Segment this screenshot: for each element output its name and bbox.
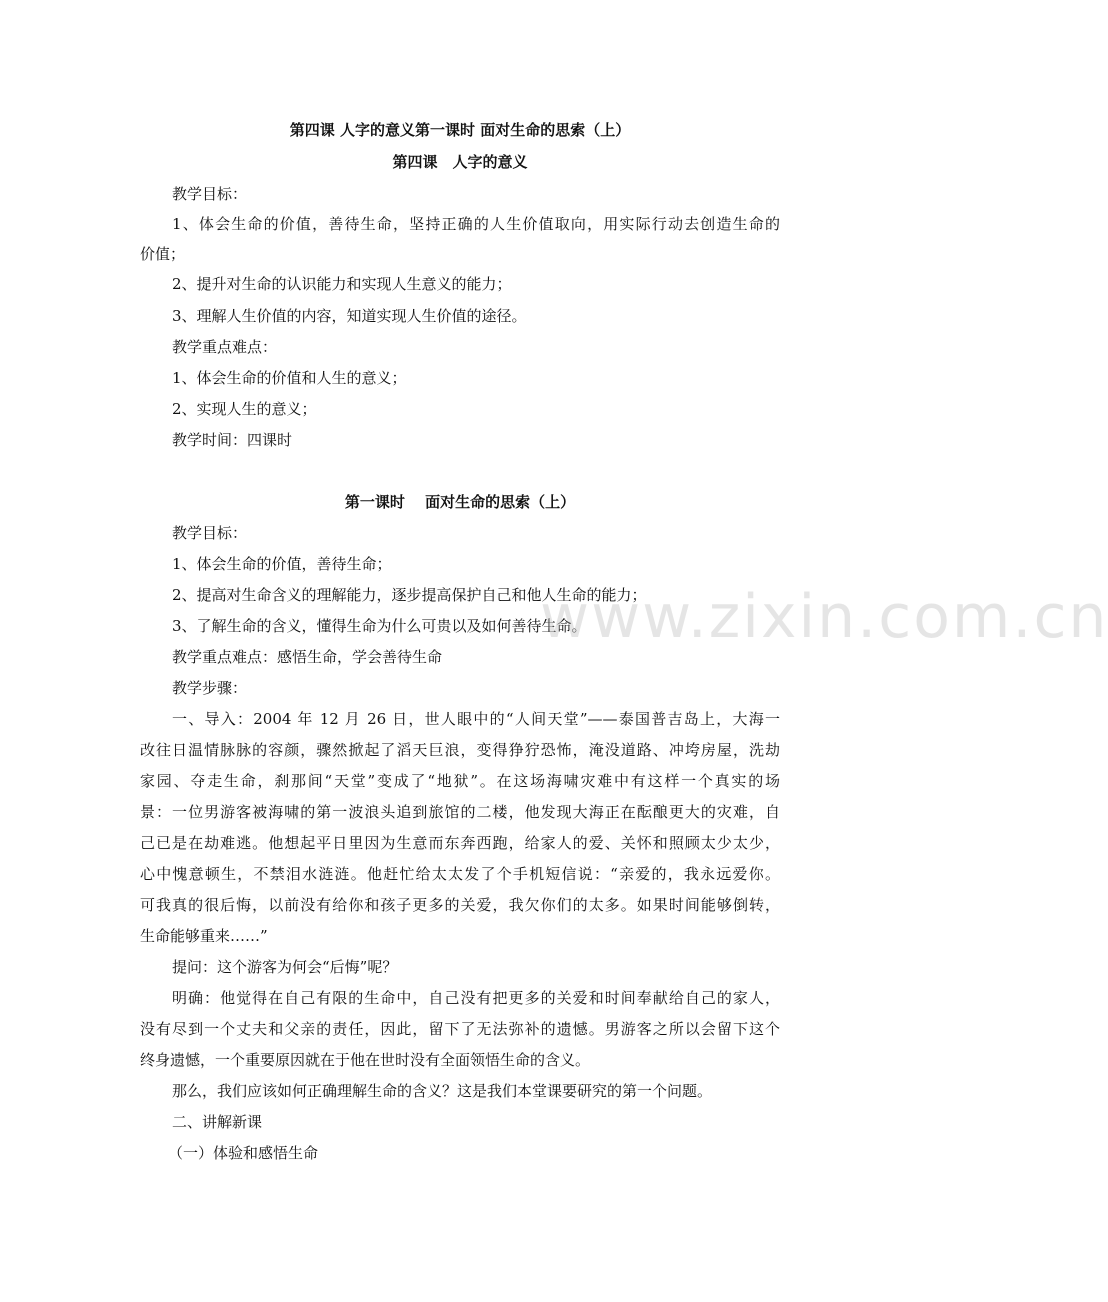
- paragraph-line: 2、提升对生命的认识能力和实现人生意义的能力；: [172, 275, 512, 293]
- paragraph-line: 2、提高对生命含义的理解能力，逐步提高保护自己和他人生命的能力；: [172, 586, 647, 604]
- paragraph-line: 生命能够重来……”: [140, 927, 268, 945]
- subsection-heading: （一）体验和感悟生命: [168, 1144, 319, 1162]
- paragraph-line: 教学步骤：: [172, 679, 248, 697]
- paragraph-line: 没有尽到一个丈夫和父亲的责任，因此，留下了无法弥补的遗憾。男游客之所以会留下这个: [140, 1020, 780, 1038]
- paragraph-line: 提问：这个游客为何会“后悔”呢？: [172, 958, 398, 976]
- paragraph-line: 景：一位男游客被海啸的第一波浪头追到旅馆的二楼，他发现大海正在酝酿更大的灾难，自: [140, 803, 780, 821]
- paragraph-line: 终身遗憾，一个重要原因就在于他在世时没有全面领悟生命的含义。: [140, 1051, 591, 1069]
- paragraph-line: 教学重点难点：: [172, 338, 278, 356]
- paragraph-line: 2、实现人生的意义；: [172, 400, 317, 418]
- paragraph-line: 3、理解人生价值的内容，知道实现人生价值的途径。: [172, 307, 527, 325]
- paragraph-line: 3、了解生命的含义，懂得生命为什么可贵以及如何善待生命。: [172, 617, 587, 635]
- document-heading: 第四课 人字的意义第一课时 面对生命的思索（上）: [289, 121, 631, 139]
- paragraph-line: 教学目标：: [172, 524, 248, 542]
- paragraph-line: 可我真的很后悔，以前没有给你和孩子更多的关爱，我欠你们的太多。如果时间能够倒转，: [140, 896, 780, 914]
- paragraph-line: 己已是在劫难逃。他想起平日里因为生意而东奔西跑，给家人的爱、关怀和照顾太少太少，: [140, 834, 780, 852]
- paragraph-line: 心中愧意顿生，不禁泪水涟涟。他赶忙给太太发了个手机短信说：“亲爱的，我永远爱你。: [140, 865, 780, 883]
- paragraph-line: 明确：他觉得在自己有限的生命中，自己没有把更多的关爱和时间奉献给自己的家人，: [172, 989, 780, 1007]
- paragraph-line: 价值；: [140, 245, 186, 263]
- paragraph-line: 1、体会生命的价值，善待生命，坚持正确的人生价值取向，用实际行动去创造生命的: [172, 215, 780, 233]
- watermark-text: www.zixin.com.cn: [540, 582, 1108, 652]
- paragraph-line: 那么，我们应该如何正确理解生命的含义？这是我们本堂课要研究的第一个问题。: [172, 1082, 713, 1100]
- paragraph-line: 1、体会生命的价值，善待生命；: [172, 555, 392, 573]
- paragraph-line: 1、体会生命的价值和人生的意义；: [172, 369, 407, 387]
- paragraph-line: 教学目标：: [172, 185, 248, 203]
- paragraph-line: 教学重点难点：感悟生命，学会善待生命: [172, 648, 443, 666]
- paragraph-line: 家园、夺走生命，刹那间“天堂”变成了“地狱”。在这场海啸灾难中有这样一个真实的场: [140, 772, 780, 790]
- paragraph-line: 一、导入：2004 年 12 月 26 日，世人眼中的“人间天堂”——泰国普吉岛上，大海一: [172, 710, 780, 728]
- paragraph-line: 二、讲解新课: [172, 1113, 263, 1131]
- paragraph-line: 改往日温情脉脉的容颜，骤然掀起了滔天巨浪，变得狰狞恐怖，淹没道路、冲垮房屋，洗劫: [140, 741, 780, 759]
- lesson-title: 第四课 人字的意义: [392, 153, 528, 171]
- paragraph-line: 教学时间：四课时: [172, 431, 293, 449]
- section-title: 第一课时 面对生命的思索（上）: [344, 493, 576, 511]
